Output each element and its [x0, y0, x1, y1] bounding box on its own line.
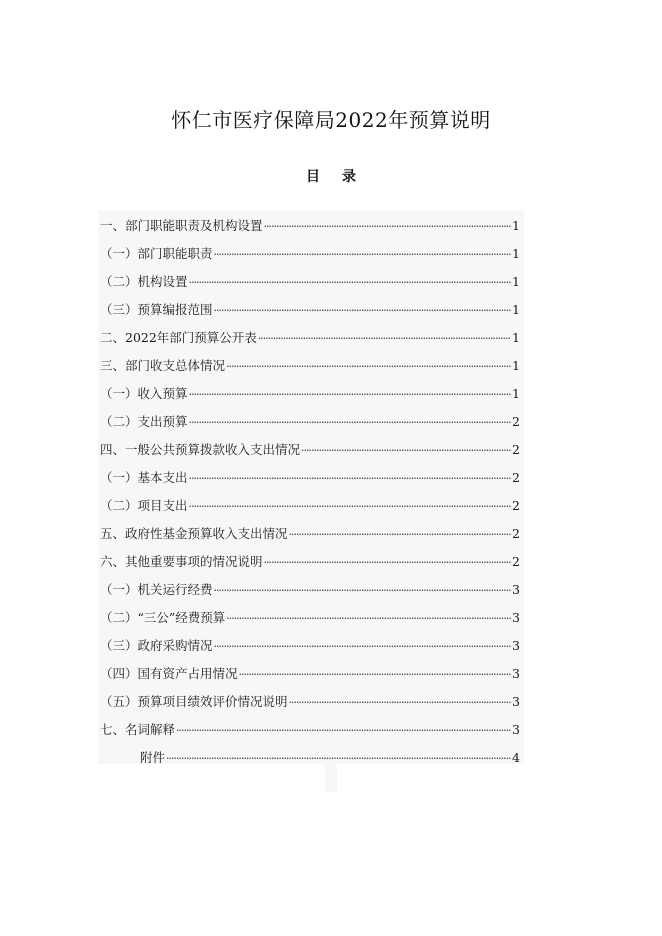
toc-entry-project-expenditure[interactable]	[100, 492, 520, 520]
toc-entry-department-functions[interactable]	[100, 240, 520, 268]
toc-entry-title: 四、一般公共预算拨款收入支出情况	[100, 442, 301, 457]
toc-leader-dots	[214, 633, 512, 661]
toc-entry-title: （二）项目支出	[100, 498, 188, 513]
toc-entry-title: （五）预算项目绩效评价情况说明	[100, 694, 288, 709]
toc-entry-other-important-matters[interactable]	[100, 548, 520, 576]
toc-entry-page: 3	[512, 610, 520, 625]
toc-entry-page: 4	[512, 750, 520, 765]
toc-entry-state-assets[interactable]	[100, 660, 520, 688]
toc-leader-dots	[226, 605, 511, 633]
toc-leader-dots	[258, 325, 511, 353]
toc-entry-basic-expenditure[interactable]	[100, 464, 520, 492]
toc-entry-page: 1	[512, 302, 520, 317]
toc-entry-glossary[interactable]	[100, 716, 520, 744]
toc-leader-dots	[189, 409, 512, 437]
toc-entry-performance-evaluation[interactable]	[100, 688, 520, 716]
toc-entry-title: （二）机构设置	[100, 274, 188, 289]
toc-entry-title: 三、部门收支总体情况	[100, 358, 226, 373]
table-of-contents	[100, 212, 520, 772]
toc-entry-title: 二、2022年部门预算公开表	[100, 330, 257, 345]
toc-entry-page: 2	[512, 498, 520, 513]
toc-entry-operating-costs[interactable]	[100, 576, 520, 604]
toc-leader-dots	[189, 493, 512, 521]
toc-entry-page: 1	[512, 386, 520, 401]
toc-entry-page: 2	[512, 470, 520, 485]
toc-entry-title: （二）“三公”经费预算	[100, 610, 226, 625]
toc-leader-dots	[289, 521, 512, 549]
toc-entry-title: （一）部门职能职责	[100, 246, 213, 261]
toc-leader-dots	[166, 745, 511, 773]
document-title: 怀仁市医疗保障局2022年预算说明	[171, 108, 491, 132]
toc-entry-title: 六、其他重要事项的情况说明	[100, 554, 263, 569]
toc-entry-overall-revenue-expenditure[interactable]	[100, 352, 520, 380]
toc-entry-title: 五、政府性基金预算收入支出情况	[100, 526, 288, 541]
toc-heading: 目录	[306, 169, 378, 185]
toc-entry-title: （四）国有资产占用情况	[100, 666, 238, 681]
toc-entry-appendix[interactable]	[100, 744, 520, 772]
toc-leader-dots	[264, 549, 512, 577]
toc-entry-title: （一）机关运行经费	[100, 582, 213, 597]
toc-entry-title: （一）收入预算	[100, 386, 188, 401]
toc-entry-revenue-budget[interactable]	[100, 380, 520, 408]
toc-leader-dots	[214, 241, 512, 269]
toc-leader-dots	[264, 213, 512, 241]
toc-leader-dots	[214, 297, 512, 325]
toc-leader-dots	[239, 661, 512, 689]
toc-entry-government-procurement[interactable]	[100, 632, 520, 660]
toc-leader-dots	[176, 717, 511, 745]
toc-entry-organization-setup[interactable]	[100, 268, 520, 296]
toc-entry-department-functions-and-structure[interactable]	[100, 212, 520, 240]
toc-entry-title: 一、部门职能职责及机构设置	[100, 218, 263, 233]
toc-entry-page: 3	[512, 666, 520, 681]
toc-entry-page: 3	[512, 722, 520, 737]
toc-entry-title: （一）基本支出	[100, 470, 188, 485]
toc-entry-page: 2	[512, 526, 520, 541]
toc-entry-title: （三）政府采购情况	[100, 638, 213, 653]
toc-entry-page: 3	[512, 638, 520, 653]
toc-entry-page: 1	[512, 358, 520, 373]
toc-leader-dots	[189, 465, 512, 493]
toc-entry-budget-disclosure-tables[interactable]	[100, 324, 520, 352]
toc-entry-expenditure-budget[interactable]	[100, 408, 520, 436]
toc-entry-page: 2	[512, 414, 520, 429]
toc-entry-budget-scope[interactable]	[100, 296, 520, 324]
toc-entry-page: 1	[512, 330, 520, 345]
toc-leader-dots	[226, 353, 511, 381]
toc-entry-page: 1	[512, 246, 520, 261]
toc-entry-title: （二）支出预算	[100, 414, 188, 429]
toc-leader-dots	[289, 689, 512, 717]
toc-entry-page: 1	[512, 218, 520, 233]
toc-entry-page: 3	[512, 694, 520, 709]
toc-entry-page: 3	[512, 582, 520, 597]
toc-leader-dots	[301, 437, 511, 465]
toc-entry-page: 2	[512, 442, 520, 457]
toc-entry-three-public-expenses[interactable]	[100, 604, 520, 632]
toc-leader-dots	[189, 269, 512, 297]
toc-entry-page: 1	[512, 274, 520, 289]
toc-entry-title: （三）预算编报范围	[100, 302, 213, 317]
toc-entry-government-fund-budget[interactable]	[100, 520, 520, 548]
toc-entry-title: 七、名词解释	[100, 722, 176, 737]
toc-entry-page: 2	[512, 554, 520, 569]
toc-leader-dots	[214, 577, 512, 605]
toc-entry-title: 附件	[140, 750, 166, 765]
toc-leader-dots	[189, 381, 512, 409]
toc-entry-general-public-budget[interactable]	[100, 436, 520, 464]
